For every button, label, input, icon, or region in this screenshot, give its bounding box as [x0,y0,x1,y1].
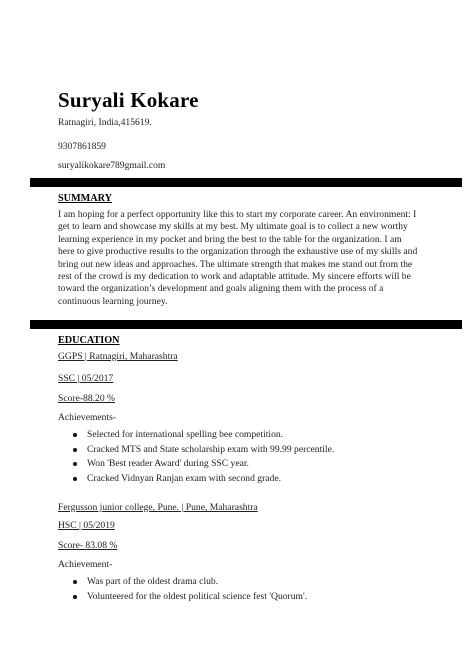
achievements-list [73,428,334,487]
school-name: GGPS | Ratnagiri, Maharashtra [58,351,178,362]
education-level: HSC | 05/2019 [58,520,115,531]
bullet-icon [73,595,77,599]
phone-text: 9307861859 [58,141,106,152]
summary-line: learning experience in my pocket and bring the best to the table for the organization. I am [58,233,402,245]
candidate-name: Suryali Kokare [58,88,199,112]
summary-line: bring out new ideas and approaches. The ultimate strength that makes me stand out from the [58,258,413,270]
summary-line: here to give productive results to the organization through the exhaustive use of my skills and [58,246,418,258]
summary-line: I am hoping for a perfect opportunity like this to start my corporate career. An environment: I [58,209,417,220]
achievements-label: Achievements- [58,412,117,423]
summary-paragraph [58,209,458,308]
section-divider-education [30,320,462,329]
education-score: Score- 83.08 % [58,540,118,551]
achievement-text: Won 'Best reader Award' during SSC year. [87,458,249,470]
achievements-label: Achievement- [58,559,113,570]
list-item [73,590,307,605]
achievement-text: Cracked MTS and State scholarship exam with 99.99 percentile. [87,443,335,455]
achievement-text: Cracked Vidnyan Ranjan exam with second grade. [87,473,281,485]
summary-line: rest of the crowd is my dedication to work and adaptable attitude. My sincere efforts will be [58,271,411,283]
achievement-text: Was part of the oldest drama club. [87,576,219,587]
education-level: SSC | 05/2017 [58,373,114,384]
bullet-icon [73,433,77,437]
bullet-icon [73,580,77,584]
list-item [73,428,334,443]
email-text: suryalikokare789gmail.com [58,160,166,171]
address-text: Ratnagiri, India,415619. [58,117,152,128]
list-item [73,443,334,458]
bullet-icon [73,448,77,452]
achievements-list [73,575,307,604]
list-item [73,575,307,590]
summary-heading: SUMMARY [58,193,112,204]
achievement-text: Selected for international spelling bee competition. [87,429,284,440]
summary-line: continuous learning journey. [58,295,168,307]
list-item [73,472,334,487]
achievement-text: Volunteered for the oldest political science fest 'Quorum'. [87,590,308,602]
section-divider-summary [30,178,462,187]
summary-line: toward the organization’s development and goals aligning them with the process of a [58,283,384,295]
school-name: Fergusson junior college, Pune. | Pune, Maharashtra [58,502,258,513]
education-heading: EDUCATION [58,335,120,346]
education-score: Score-88.20 % [58,393,116,404]
summary-line: get to learn and showcase my skills at my best. My ultimate goal is to collect a new worthy [58,221,408,233]
list-item [73,457,334,472]
bullet-icon [73,462,77,466]
bullet-icon [73,477,77,481]
